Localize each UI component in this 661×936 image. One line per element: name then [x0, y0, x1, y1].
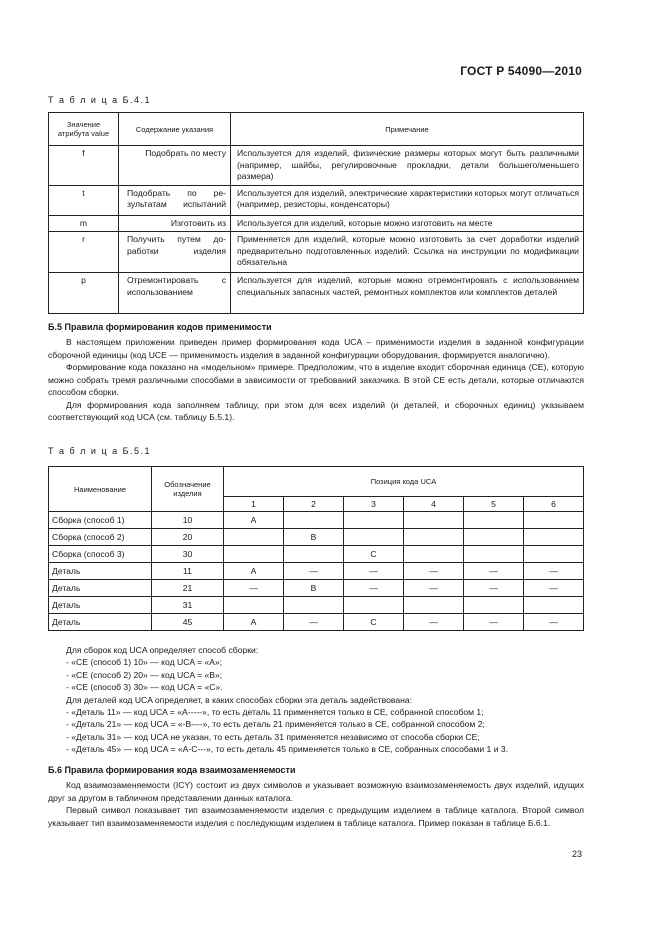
cell-id: 31 [152, 597, 224, 614]
cell-code: A [224, 563, 284, 580]
cell-code: — [344, 563, 404, 580]
cell-action: Получить путем доработки изделия [119, 232, 231, 273]
table-row [49, 546, 584, 563]
list-item: - «СЕ (способ 1) 10» — код UCA = «A»; [66, 657, 223, 668]
cell-note: Используется для изделий, электрические характеристики которых могут отличаться (например, резисторы, конденсаторы) [231, 185, 584, 215]
cell-code [224, 546, 284, 563]
cell-value: t [49, 185, 119, 215]
cell-code [344, 512, 404, 529]
section-b5-text [48, 336, 584, 424]
cell-id: 20 [152, 529, 224, 546]
list-item: - «Деталь 45» — код UCA = «A-C---», то есть деталь 45 применяется только в СЕ, собранных способами 1 и 3. [66, 744, 509, 755]
cell-code: — [344, 580, 404, 597]
position-header: 2 [284, 497, 344, 512]
page-number: 23 [571, 849, 582, 859]
position-header: 3 [344, 497, 404, 512]
table-row [49, 215, 584, 232]
cell-code: — [284, 614, 344, 631]
cell-code [284, 546, 344, 563]
cell-value: p [49, 273, 119, 314]
cell-code [224, 597, 284, 614]
cell-id: 45 [152, 614, 224, 631]
table-row [49, 512, 584, 529]
table-b51-caption: Т а б л и ц а Б.5.1 [48, 446, 152, 456]
cell-name: Деталь [49, 614, 152, 631]
header-action: Содержание указания [119, 113, 231, 146]
code-explanations [48, 644, 584, 756]
cell-action: Подобрать по месту [119, 146, 231, 186]
cell-id: 10 [152, 512, 224, 529]
table-row [49, 185, 584, 215]
cell-code [524, 597, 584, 614]
cell-value: r [49, 232, 119, 273]
header-note: Примечание [231, 113, 584, 146]
table-b41 [48, 112, 584, 314]
assemblies-intro: Для сборок код UCA определяет способ сборки: [66, 645, 259, 655]
cell-id: 21 [152, 580, 224, 597]
details-intro: Для деталей код UCA определяет, в каких способах сборки эта деталь задействована: [66, 694, 413, 705]
cell-name: Деталь [49, 597, 152, 614]
section-b5-title: Б.5 Правила формирования кодов применимости [48, 322, 272, 332]
cell-code [464, 529, 524, 546]
table-row [49, 580, 584, 597]
cell-code: — [224, 580, 284, 597]
cell-code [404, 597, 464, 614]
cell-id: 11 [152, 563, 224, 580]
table-b51 [48, 466, 584, 631]
position-header: 4 [404, 497, 464, 512]
cell-value: f [49, 146, 119, 186]
table-row [49, 273, 584, 314]
cell-name: Сборка (способ 1) [49, 512, 152, 529]
cell-code: A [224, 512, 284, 529]
cell-code [404, 546, 464, 563]
header-position: Позиция кода UCA [224, 467, 584, 497]
cell-id: 30 [152, 546, 224, 563]
table-header-row [49, 467, 584, 497]
cell-code: B [284, 529, 344, 546]
cell-code [344, 529, 404, 546]
cell-name: Сборка (способ 2) [49, 529, 152, 546]
position-header: 6 [524, 497, 584, 512]
cell-code: — [464, 614, 524, 631]
header-name: Наименование [49, 467, 152, 512]
section-b6-title: Б.6 Правила формирования кода взаимозаменяемости [48, 765, 296, 775]
cell-code [464, 597, 524, 614]
cell-code: — [464, 580, 524, 597]
cell-code [464, 546, 524, 563]
cell-code [524, 512, 584, 529]
section-b6-text [48, 779, 584, 829]
table-row [49, 597, 584, 614]
cell-action: Подобрать по результатам испытаний [119, 185, 231, 215]
paragraph: Первый символ показывает тип взаимозаменяемости изделия с предыдущим изделием в таблице каталога. Второй символ указывает тип взаимозаменяемости изделия с последующим изделием в таблице каталога. Пример показан в таблице Б.6.1. [48, 805, 584, 828]
table-row [49, 146, 584, 186]
header-designation: Обозначение изделия [152, 467, 224, 512]
cell-code: — [284, 563, 344, 580]
cell-code [344, 597, 404, 614]
table-row [49, 563, 584, 580]
cell-code: — [524, 614, 584, 631]
cell-code: — [464, 563, 524, 580]
cell-name: Деталь [49, 563, 152, 580]
cell-action: Отремонтировать с использованием [119, 273, 231, 314]
cell-code: C [344, 614, 404, 631]
list-item: - «Деталь 31» — код UCA не указан, то есть деталь 31 применяется независимо от способа сборки СЕ; [66, 731, 480, 742]
header-value: Значение атрибута value [49, 113, 119, 146]
list-item: - «СЕ (способ 2) 20» — код UCA = «B»; [66, 669, 223, 680]
position-header: 1 [224, 497, 284, 512]
position-header: 5 [464, 497, 524, 512]
paragraph: Для формирования кода заполняем таблицу, при этом для всех изделий (и деталей, и сборочных единиц) указываем соответствующий код UCA (см. таблицу Б.5.1). [48, 399, 584, 422]
cell-note: Используется для изделий, физические размеры которых могут быть различными (например, шайбы, регулировочные прокладки, детали большего/меньшего размера) [231, 146, 584, 186]
table-row [49, 232, 584, 273]
cell-name: Деталь [49, 580, 152, 597]
cell-code [404, 512, 464, 529]
cell-note: Используется для изделий, которые можно отремонтировать с использованием специальных запасных частей, ремонтных комплектов или комплектов деталей [231, 273, 584, 314]
cell-action: Изготовить из [119, 215, 231, 232]
cell-code: — [524, 580, 584, 597]
paragraph: Код взаимозаменяемости (ICY) состоит из двух символов и указывает возможную взаимозаменяемость двух изделий, идущих друг за другом в табличном представлении данных каталога. [48, 780, 584, 803]
cell-code: C [344, 546, 404, 563]
cell-name: Сборка (способ 3) [49, 546, 152, 563]
cell-code [284, 512, 344, 529]
list-item: - «Деталь 11» — код UCA = «A-----», то есть деталь 11 применяется только в СЕ, собранной способом 1; [66, 707, 484, 718]
table-row [49, 529, 584, 546]
cell-note: Применяется для изделий, которые можно изготовить за счет доработки изделий предварительно подготовленных изделий. Ссылка на инструкции по модификации обязательна [231, 232, 584, 273]
table-b41-caption: Т а б л и ц а Б.4.1 [48, 95, 152, 105]
cell-code: A [224, 614, 284, 631]
cell-code [524, 546, 584, 563]
cell-code [464, 512, 524, 529]
cell-code: — [404, 563, 464, 580]
cell-code: — [404, 614, 464, 631]
table-row [49, 614, 584, 631]
cell-code: — [524, 563, 584, 580]
cell-value: m [49, 215, 119, 232]
cell-note: Используется для изделий, которые можно изготовить на месте [231, 215, 584, 232]
list-item: - «Деталь 21» — код UCA = «-B----», то есть деталь 21 применяется только в СЕ, собранной способом 2; [66, 719, 485, 730]
list-item: - «СЕ (способ 3) 30» — код UCA = «C». [66, 682, 223, 693]
cell-code: B [284, 580, 344, 597]
table-header-row [49, 113, 584, 146]
cell-code [284, 597, 344, 614]
standard-header: ГОСТ Р 54090—2010 [460, 64, 582, 78]
paragraph: Формирование кода показано на «модельном» примере. Предположим, что в изделие входит сборочная единица (СЕ), которую можно собрать тремя различными способами в зависимости от требований заказчика. В этой СЕ есть детали, которые отличаются способом сборки. [48, 362, 584, 397]
cell-code: — [404, 580, 464, 597]
cell-code [224, 529, 284, 546]
cell-code [404, 529, 464, 546]
cell-code [524, 529, 584, 546]
paragraph: В настоящем приложении приведен пример формирования кода UCA – применимости изделия в заданной конфигурации сборочной единицы (код UCE — применимость изделия в заданной конфигурации оборудования, формируется аналогично). [48, 337, 584, 360]
